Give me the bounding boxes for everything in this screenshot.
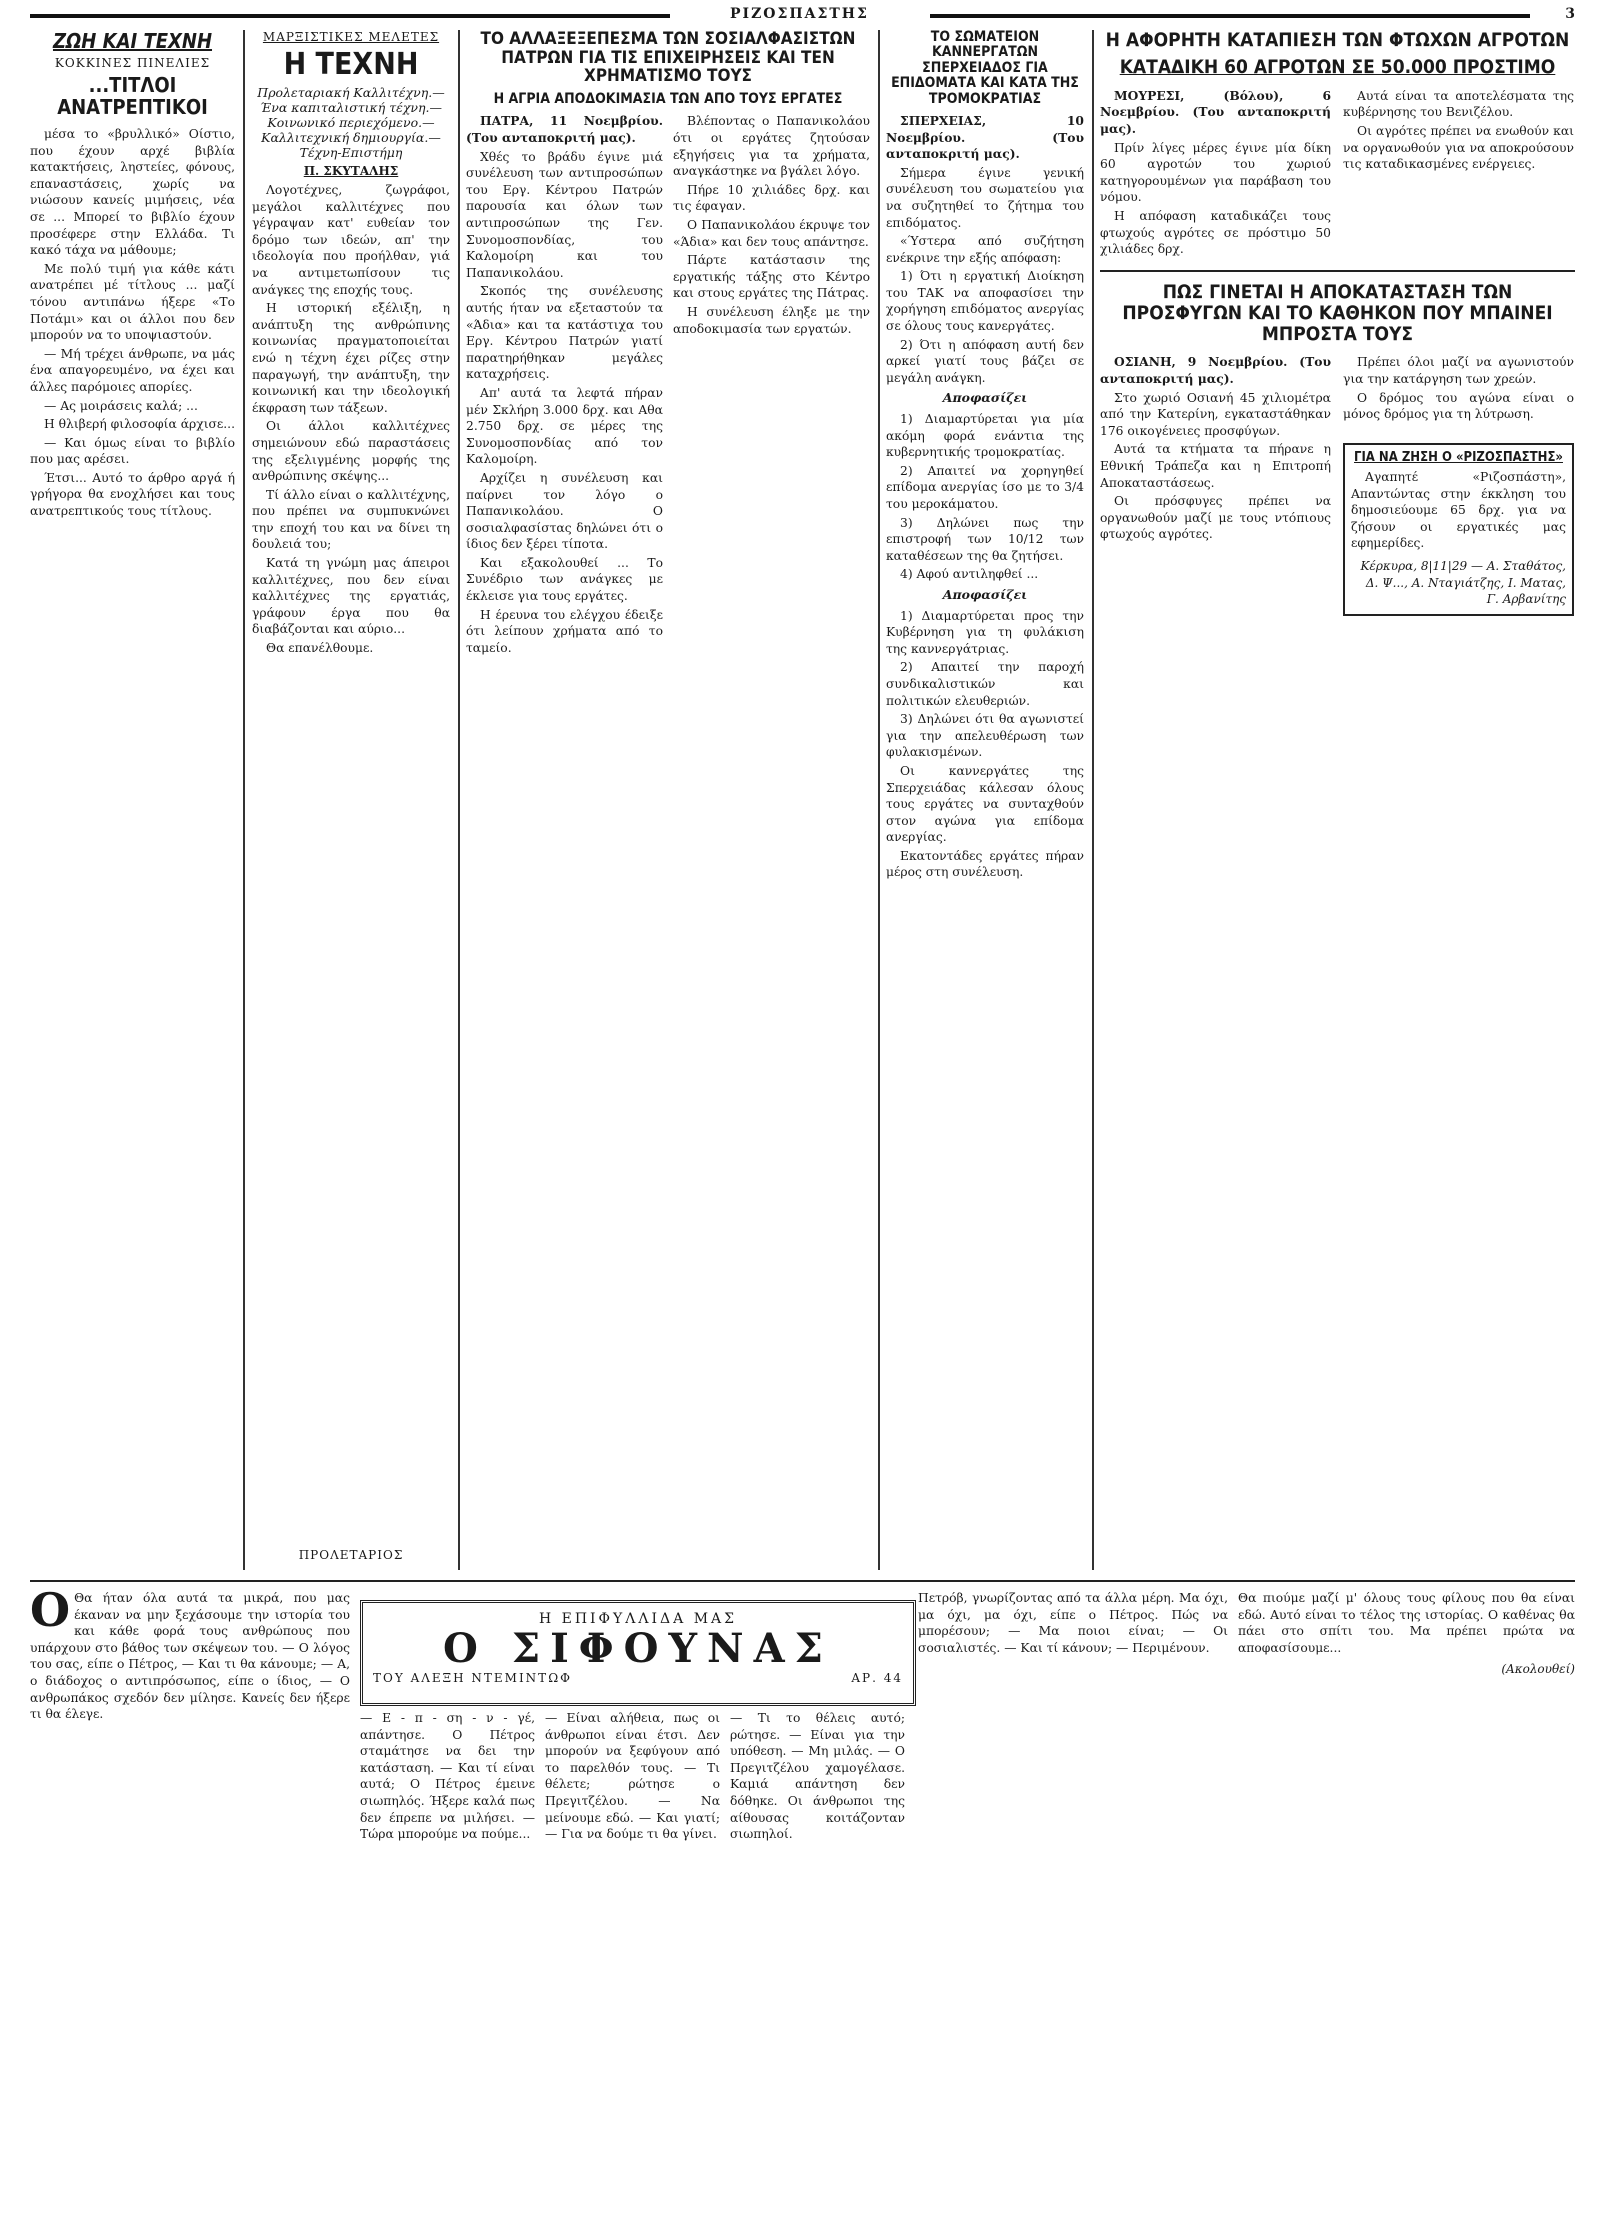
paragraph: Οι άλλοι καλλιτέχνες σημειώνουν εδώ παραστάσεις της εξελιγμένης μορφής της ανθρώπινης σκέψης... [252,419,450,484]
paragraph: 2) Ότι η απόφαση αυτή δεν αρκεί γιατί τους βάζει σε μεγάλη ανάγκη. [886,337,1084,385]
article-body [466,113,663,658]
paragraph: Η ιστορική εξέλιξη, η ανάπτυξη της ανθρώπινης κοινωνίας πραγματοποιείται ενώ η τέχνη έχει ρίζες στην παραγωγή, την ανάπτυξη, την κοινωνική και την ιδεολογική έκφραση των τάξεων. [252,301,450,415]
paragraph: Πάρτε κατάστασιν της εργατικής τάξης στο Κέντρο και στους εργάτες της Πάτρας. [673,253,870,301]
serial-column [30,1590,350,2230]
section-title: ΖΩΗ ΚΑΙ ΤΕΧΝΗ [52,30,213,53]
serial-column [545,1710,720,2230]
column-rule [243,30,245,1570]
list-item: 2) Απαιτεί να χορηγηθεί επίδομα ανεργίας ίσο με το 3/4 του μεροκάματου. [886,463,1084,512]
continued-note: (Ακολουθεί) [1501,1662,1575,1677]
paragraph: — Και όμως είναι το βιβλίο που μας αρέσει. [30,435,235,467]
list-item: 3) Δηλώνει πως την επιστροφή των 10/12 των καταθέσεων της θα ζητήσει. [886,515,1084,563]
paragraph: Ο δρόμος του αγώνα είναι ο μόνος δρόμος για τη λύτρωση. [1343,390,1574,422]
article-body [1343,354,1574,615]
serial-kicker: Η ΕΠΙΦΥΛΛΙΔΑ ΜΑΣ [538,1611,738,1627]
paragraph: Η απόφαση καταδικάζει τους φτωχούς αγρότες σε πρόστιμο 50 χιλιάδες δρχ. [1100,208,1331,257]
paragraph: Λογοτέχνες, ζωγράφοι, μεγάλοι καλλιτέχνες που γέγραψαν κατ' ευθείαν τον δρόμο των ιδεών, απ' την ιδεολογία που προήλθαν, γιά να αντιμετωπίσουν τις ανάγκες της εποχής τους. [252,183,450,297]
list-item: 3) Δηλώνει ότι θα αγωνιστεί για την απελευθέρωση των φυλακισμένων. [886,712,1084,760]
list-item: 4) Αφού αντιληφθεί ... [900,567,1039,582]
paragraph: Με πολύ τιμή για κάθε κάτι ανατρέπει μέ τίτλους ... μαζί τόνου αντιπάνω ήξερε «Το Ποτάμι» και οι άλλοι που δεν μπορούν να το υποψιαστούν. [30,261,235,343]
paragraph: — Μή τρέχει άνθρωπε, να μάς ένα απαγορευμένο, να έχει και άλλες παρόμοιες απορίες. [30,346,235,394]
paragraph: Απ' αυτά τα λεφτά πήραν μέν Σκλήρη 3.000 δρχ. και Αθα 2.750 δρχ. σε μέρες της Συνομοσπονδίας από τον Καλομοίρη. [466,385,663,467]
paragraph: Οι καννεργάτες της Σπερχειάδας κάλεσαν όλους τους εργάτες να συνταχθούν στον αγώνα για επίδομα ανεργίας. [886,763,1084,845]
paragraph: Θα ήταν όλα αυτά τα μικρά, που μας έκαναν να μην ξεχάσουμε την ιστορία του και κάθε φορά τους ανθρώπους που υπάρχουν στο βάθος των σκέψεων του. — Ο λόγος του σας, είπε ο Πέτρος, — Και τι θα κάνουμε; — Α, ο διάδοχος ο αντιπρόσωπος, είπε ο ίδιος, — Ο ανθρωπάκος σχεδόν δεν μίλησε. Κανείς δεν ήξερε τι θα έλεγε. [30,1591,350,1722]
paragraph: Η έρευνα του ελέγχου έδειξε ότι λείπουν χρήματα από το ταμείο. [466,607,663,655]
article-title: ΤΟ ΣΩΜΑΤΕΙΟΝ ΚΑΝΝΕΡΓΑΤΩΝ ΣΠΕΡΧΕΙΑΔΟΣ ΓΙΑ ΕΠΙΔΟΜΑΤΑ ΚΑΙ ΚΑΤΑ ΤΗΣ ΤΡΟΜΟΚΡΑΤΙΑΣ [891,30,1079,107]
masthead-rule-left [30,14,670,18]
serial-text: — Είναι αλήθεια, πως οι άνθρωποι είναι έτσι. Δεν μπορούν να ξεφύγουν από το παρελθόν τους. — Τι θέλετε; ρώτησε ο Πρεγιτζέλου. — Να μείνουμε εδώ. — Και γιατί; — Για να δούμε τι θα γίνει. [545,1711,720,1842]
article-body [252,182,450,657]
column-patra [466,30,870,1570]
paragraph: 1) Ότι η εργατική Διοίκηση του ΤΑΚ να αποφασίσει την χορήγηση επιδόματος ανεργίας σε όλους τους κανεργάτες. [886,269,1084,334]
box-title: ΓΙΑ ΝΑ ΖΗΣΗ Ο «ΡΙΖΟΣΠΑΣΤΗΣ» [1354,449,1563,465]
serial-title: Ο ΣΙΦΟΥΝΑΣ [443,1625,833,1672]
masthead-rule-right [930,14,1530,18]
serial-text: Πετρόβ, γνωρίζοντας από τα άλλα μέρη. Μα όχι, μα όχι, μα όχι, είπε ο Πέτρος. Πώς να μπορέσουν; — Μα ποιοι είναι; — Οι σοσιαλιστές. — Και τί κάνουν; — Περιμένουν. [918,1591,1228,1655]
paragraph: Οι αγρότες πρέπει να ενωθούν και να οργανωθούν για να αποκρούσουν τις καταδικασμένες ενέργειες. [1343,123,1574,172]
dateline: ΠΑΤΡΑ, 11 Νοεμβρίου. (Του ανταποκριτή μας). [466,113,663,146]
list-item: 2) Απαιτεί την παροχή συνδικαλιστικών και πολιτικών ελευθεριών. [886,660,1084,708]
dateline: ΟΣΙΑΝΗ, 9 Νοεμβρίου. (Του ανταποκριτή μας). [1100,354,1331,386]
serial-column [1238,1590,1575,2230]
article-subtitle: Προλεταριακή Καλλιτέχνη.— Ένα καπιταλιστική τέχνη.— Κοινωνικό περιεχόμενο.— Καλλιτεχνική δημιουργία.— Τέχνη-Επιστήμη [257,85,445,160]
subheading: Αποφασίζει [942,390,1028,406]
column-sperxeias [886,30,1084,1570]
article-body [1343,88,1574,260]
paragraph: Χθές το βράδυ έγινε μιά συνέλευση των αντιπροσώπων του Εργ. Κέντρου Πατρών παρουσία και όλων των αντιπροσώπων της Γεν. Συνομοσπονδίας, του Καλομοίρη και του Παπανικολάου. [466,149,663,280]
paragraph: Θα επανέλθουμε. [266,641,374,656]
article-body [30,126,235,520]
column-zoi-kai-texni [30,30,235,1570]
donation-box [1343,443,1574,616]
box-text: Αγαπητέ «Ριζοσπάστη», Απαντώντας στην έκκληση του δημοσιεύουμε 65 δρχ. για να ζήσουν οι εργατικές μας εφημερίδες. [1351,470,1566,551]
paragraph: Και εξακολουθεί ... Το Συνέδριο των ανάγκες με έκλεισε για τους εργάτες. [466,555,663,604]
paragraph: Έτσι... Αυτό το άρθρο αργά ή γρήγορα θα ενοχλήσει και τους ανατρεπτικούς τους τίτλους. [30,470,235,519]
column-texni [252,30,450,1570]
article-title: ΠΩΣ ΓΙΝΕΤΑΙ Η ΑΠΟΚΑΤΑΣΤΑΣΗ ΤΩΝ ΠΡΟΣΦΥΓΩΝ ΚΑΙ ΤΟ ΚΑΘΗΚΟΝ ΠΟΥ ΜΠΑΙΝΕΙ ΜΠΡΟΣΤΑ ΤΟΥΣ [1122,280,1553,345]
paragraph: Ο Παπανικολάου έκρυψε τον «Άδια» και δεν τους απάντησε. [673,218,870,249]
box-signature: Κέρκυρα, 8|11|29 — Α. Σταθάτος, Δ. Ψ..., Α. Νταγιάτζης, Ι. Ματας, Γ. Αρβανίτης [1360,559,1566,607]
pseudonym: ΠΡΟΛΕΤΑΡΙΟΣ [298,1548,404,1562]
section-rule [30,1580,1575,1582]
list-item: 1) Διαμαρτύρεται για μία ακόμη φορά ενάντια της κυβερνητικής τρομοκρατίας. [886,412,1084,460]
paragraph: Η θλιβερή φιλοσοφία άρχισε... [44,417,235,432]
serial-number: ΑΡ. 44 [851,1671,903,1685]
serial-column [360,1710,535,2230]
paragraph: Κατά τη γνώμη μας άπειροι καλλιτέχνες, που δεν είναι καλλιτέχνες της εργατιάς, γράφουν έργα που θα διαβάζονται και αύριο... [252,556,450,637]
dateline: ΣΠΕΡΧΕΙΑΣ, 10 Νοεμβρίου. (Του ανταποκριτή μας). [886,112,1084,162]
column-rule [458,30,460,1570]
paragraph: — Ας μοιράσεις καλά; ... [44,398,198,413]
page-number: 3 [1565,6,1575,22]
paragraph: Τί άλλο είναι ο καλλιτέχνης, που πρέπει να συμπυκνώνει την εποχή του και να δίνει τη δουλειά του; [252,487,450,552]
article-subtitle: ΚΑΤΑΔΙΚΗ 60 ΑΓΡΟΤΩΝ ΣΕ 50.000 ΠΡΟΣΤΙΜΟ [1119,55,1556,78]
kicker: ΚΟΚΚΙΝΕΣ ΠΙΝΕΛΙΕΣ [54,56,211,70]
article-body [886,113,1084,881]
article-body [1100,354,1331,615]
paragraph: Σκοπός της συνέλευσης αυτής ήταν να εξεταστούν τα «Άδια» και τα κατάστιχα του Εργ. Κέντρου Πατρών γιατί παρατηρήθηκαν μεγάλες καταχρήσεις. [466,284,663,382]
dateline: ΜΟΥΡΕΣΙ, (Βόλου), 6 Νοεμβρίου. (Του ανταποκριτή μας). [1100,87,1331,136]
article-rule [1100,270,1575,272]
column-rule [878,30,880,1570]
subheading: Αποφασίζει [942,586,1028,602]
paragraph: Στο χωριό Οσιανή 45 χιλιομέτρα από την Κατερίνη, εγκαταστάθηκαν 176 οικογένειες προσφύγων. [1100,390,1331,438]
paragraph: Αυτά είναι τα αποτελέσματα της κυβέρνησης του Βενιζέλου. [1343,88,1574,120]
paragraph: Αυτά τα κτήματα τα πήρανε η Εθνική Τράπεζα και η Επιτροπή Αποκαταστάσεως. [1100,442,1331,490]
serial-text [30,1590,350,1723]
serial-column [918,1590,1228,2230]
paragraph: Πρίν λίγες μέρες έγινε μία δίκη 60 αγροτών του χωριού κατηγορουμένων για παράβαση του νόμου. [1100,140,1331,205]
article-title: Η ΑΦΟΡΗΤΗ ΚΑΤΑΠΙΕΣΗ ΤΩΝ ΦΤΩΧΩΝ ΑΓΡΟΤΩΝ [1105,30,1570,51]
paragraph: Σήμερα έγινε γενική συνέλευση του σωματείου για να συζητηθεί το ζήτημα του επιδόματος. [886,165,1084,230]
column-rule [1092,30,1094,1570]
paragraph: Πρέπει όλοι μαζί να αγωνιστούν για την κατάργηση των χρεών. [1343,355,1574,386]
serial-text: — Τι το θέλεις αυτό; ρώτησε. — Είναι για την υπόθεση. — Μη μιλάς. — Ο Πρεγιτζέλου χαμογέλασε. Καμιά απάντηση δεν δόθηκε. Οι άνθρωποι της αίθουσας κοιτάζονταν σιωπηλοί. [730,1711,905,1842]
newspaper-title: ΡΙΖΟΣΠΑΣΤΗΣ [730,6,869,22]
serial-author: ΤΟΥ ΑΛΕΞΗ ΝΤΕΜΙΝΤΩΦ [373,1671,572,1685]
serial-banner [360,1600,916,1706]
two-columns [1100,354,1575,615]
article-body [673,113,870,658]
paragraph: Βλέποντας ο Παπανικολάου ότι οι εργάτες ζητούσαν εξηγήσεις για τα χρήματα, αναγκάστηκε να βγάλει λόγο. [673,114,870,179]
article-title: ΤΟ ΑΛΛΑΞΕΞΕΠΕΣΜΑ ΤΩΝ ΣΟΣΙΑΛΦΑΣΙΣΤΩΝ ΠΑΤΡΩΝ ΓΙΑ ΤΙΣ ΕΠΙΧΕΙΡΗΣΕΙΣ ΚΑΙ ΤΕΝ ΧΡΗΜΑΤΙΣΜΟ ΤΟΥΣ [480,30,856,87]
article-subtitle: Η ΑΓΡΙΑ ΑΠΟΔΟΚΙΜΑΣΙΑ ΤΩΝ ΑΠΟ ΤΟΥΣ ΕΡΓΑΤΕΣ [493,91,843,108]
paragraph: «Ύστερα από συζήτηση ενέκρινε την εξής απόφαση: [886,234,1084,265]
author: Π. ΣΚΥΤΑΛΗΣ [303,164,399,178]
article-title: Η ΤΕΧΝΗ [283,47,419,82]
article-title: ...ΤΙΤΛΟΙ ΑΝΑΤΡΕΠΤΙΚΟΙ [57,73,208,119]
serial-text: Θα πιούμε μαζί μ' όλους τους φίλους που θα είναι εδώ. Αυτό είναι το τέλος της ιστορίας. Ο καθένας θα πάει στο σπίτι του. Μα πρέπει πρώτα να αποφασίσουμε... [1238,1591,1575,1655]
paragraph: Η συνέλευση έληξε με την αποδοκιμασία των εργατών. [673,304,870,336]
paragraph: Πήρε 10 χιλιάδες δρχ. και τις έφαγαν. [673,182,870,214]
two-columns [1100,88,1575,260]
column-agrotes [1100,30,1575,1570]
serial-column [730,1710,905,2230]
paragraph: μέσα το «βρυλλικό» Οίστιο, που έχουν αρχέ βιβλία κατακτήσεις, ληστείες, φόνους, επαναστάσεις, χωρίς να νιώσουν κανείς μιμήσεις, νέα σε ... Μπορεί το βιβλίο έχουν προσέφερε στην Ελλάδα. Τι κακό τάχα να μάθουμε; [30,127,235,258]
serial-text: — Ε - π - ση - ν - γέ, απάντησε. Ο Πέτρος σταμάτησε να δει την κατάσταση. — Και τί είναι αυτά; Ο Πέτρος έμεινε σιωπηλός. Ήξερε καλά πως δεν έπρεπε να μιλήσει. — Τώρα μπορούμε να πούμε... [360,1711,535,1842]
paragraph: Αρχίζει η συνέλευση και παίρνει τον λόγο ο Παπανικολάου. Ο σοσιαλφασίστας δηλώνει ότι ο ίδιος δεν ξέρει τίποτα. [466,470,663,552]
masthead [30,6,1575,24]
two-columns [466,113,870,658]
paragraph: Εκατοντάδες εργάτες πήραν μέρος στη συνέλευση. [886,848,1084,880]
article-body [1100,88,1331,260]
kicker: ΜΑΡΞΙΣΤΙΚΕΣ ΜΕΛΕΤΕΣ [262,30,440,44]
paragraph: Οι πρόσφυγες πρέπει να οργανωθούν μαζί με τους ντόπιους φτωχούς αγρότες. [1100,494,1331,542]
drop-cap: Ο [30,1590,71,1637]
list-item: 1) Διαμαρτύρεται προς την Κυβέρνηση για τη φυλάκιση της καννεργάτριας. [886,608,1084,656]
serial-byline [363,1671,913,1685]
